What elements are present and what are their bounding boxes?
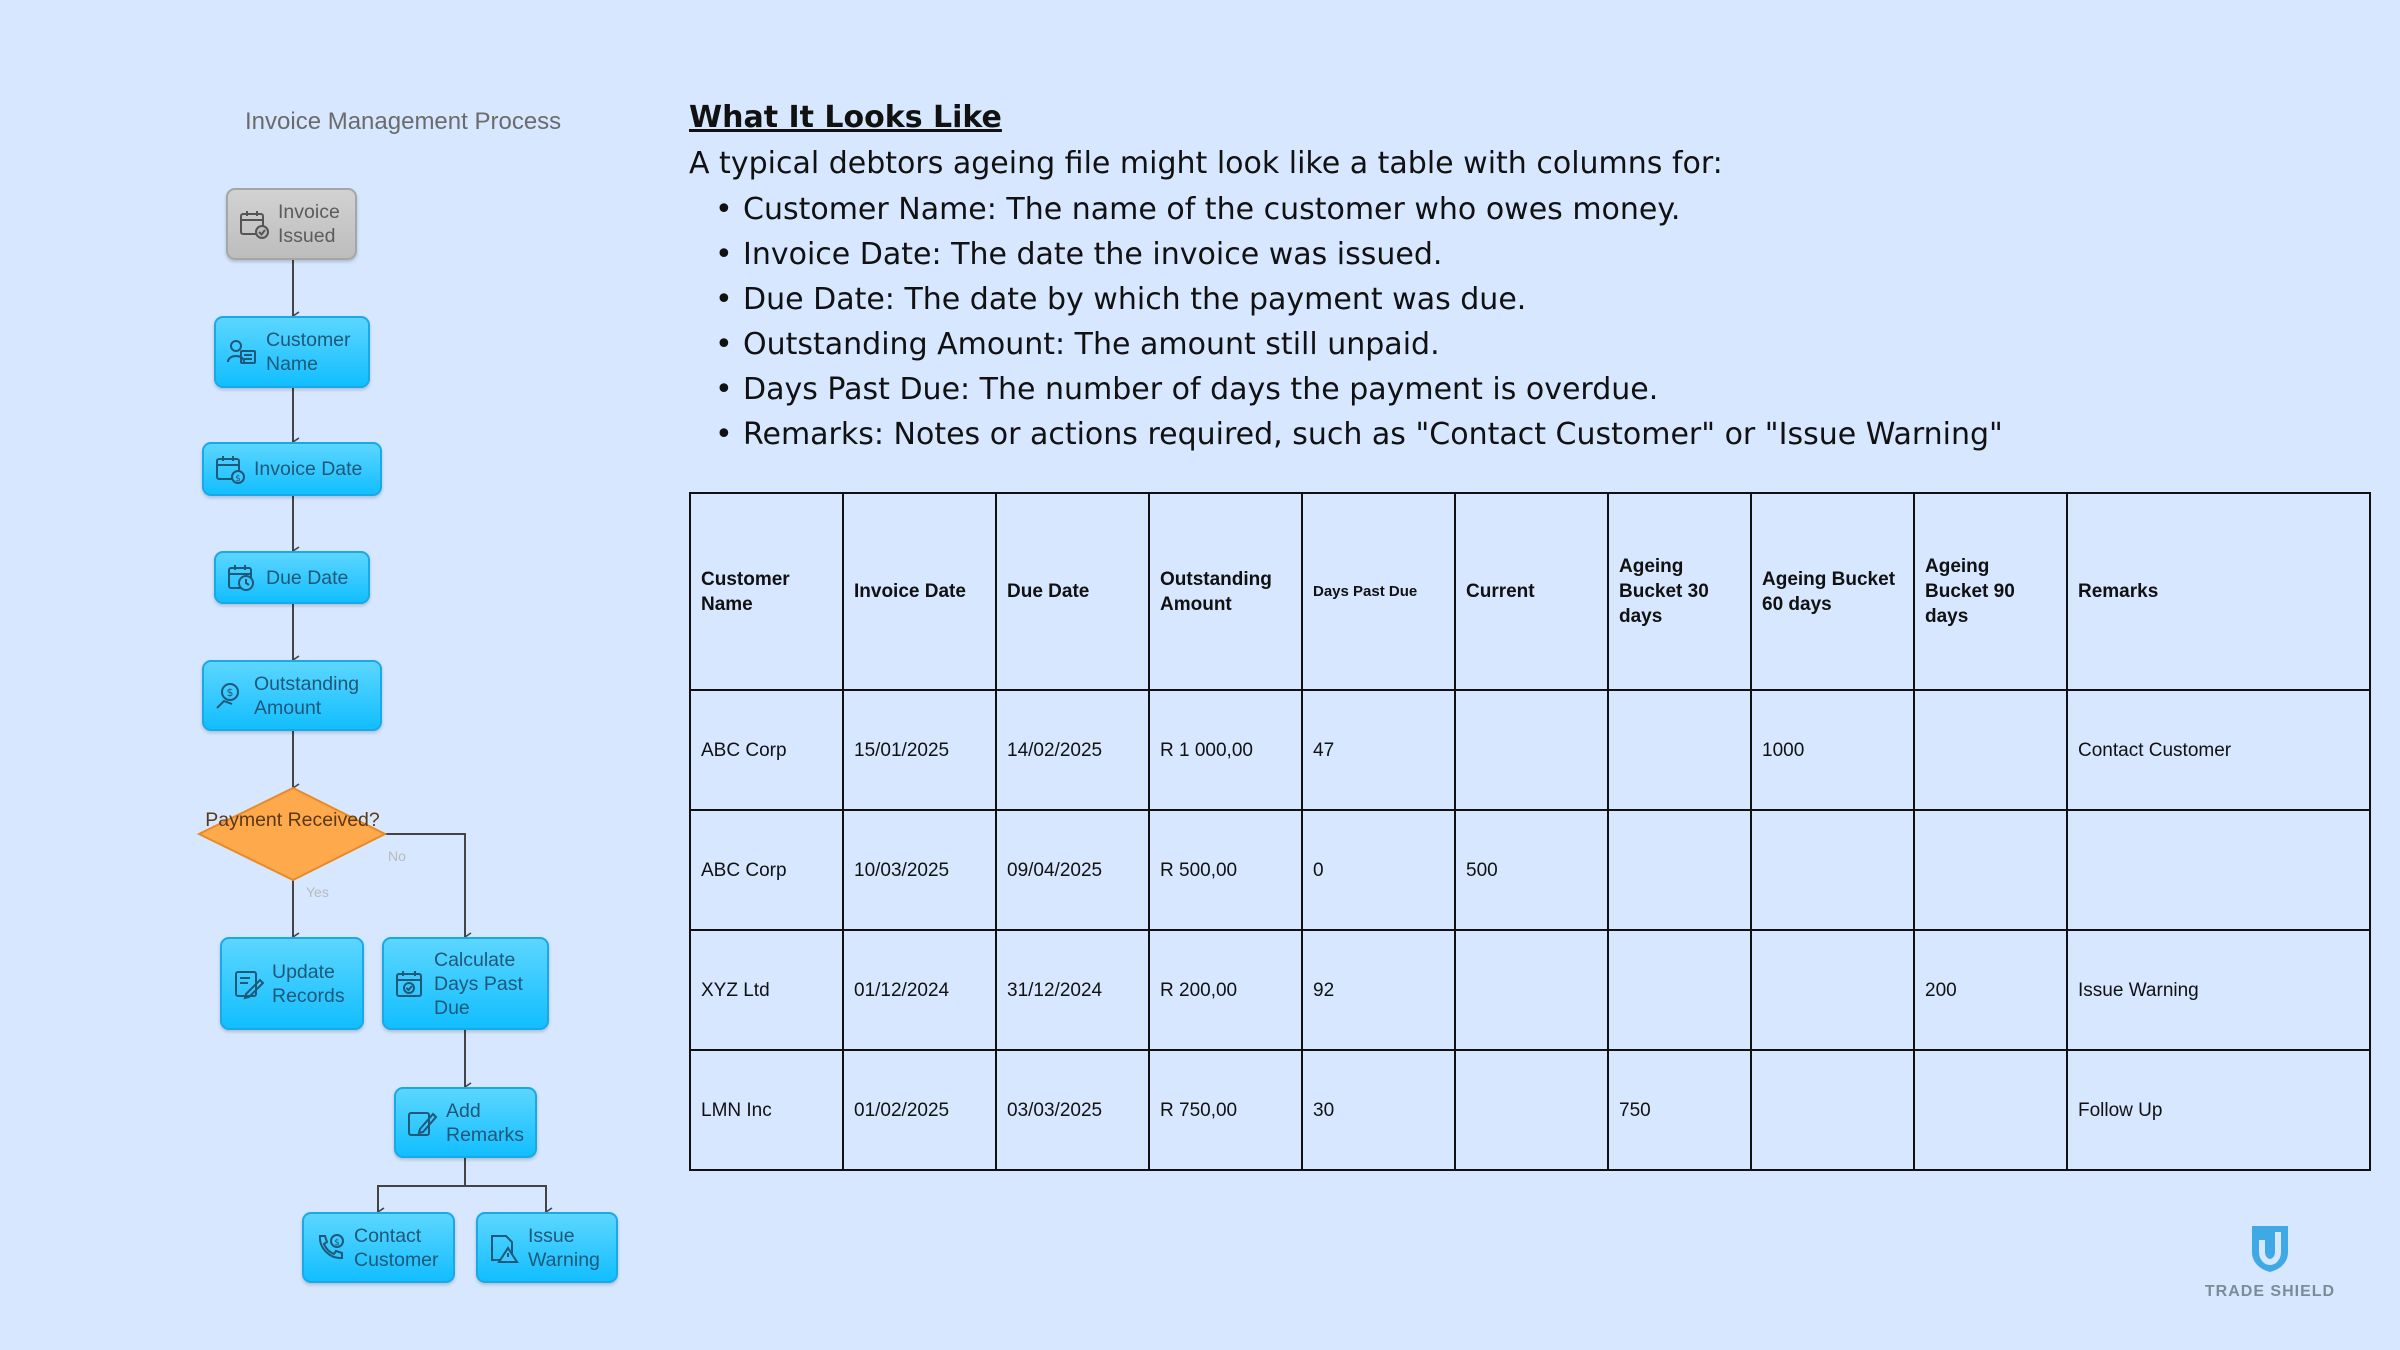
intro-text: A typical debtors ageing file might look like a table with columns for: [689,146,1723,181]
table-row [690,690,2370,810]
table-cell: 0 [1302,810,1455,930]
edge-remarks-to-contact [378,1158,465,1212]
calendar-clock-icon [226,562,258,594]
column-header: Ageing Bucket 90 days [1914,493,2067,690]
list-item: • Outstanding Amount: The amount still unpaid. [715,327,1440,362]
table-cell [1751,930,1914,1050]
table-cell: 47 [1302,690,1455,810]
node-add-remarks[interactable] [394,1087,537,1158]
table-cell: 14/02/2025 [996,690,1149,810]
table-cell: 92 [1302,930,1455,1050]
column-header: Ageing Bucket 60 days [1751,493,1914,690]
list-item: • Customer Name: The name of the customer who owes money. [715,192,1681,227]
table-cell: 30 [1302,1050,1455,1170]
table-cell [1455,930,1608,1050]
table-cell: LMN Inc [690,1050,843,1170]
table-cell: Issue Warning [2067,930,2370,1050]
section-heading: What It Looks Like [689,100,1002,135]
node-label: Add Remarks [446,1099,525,1146]
column-header: Outstanding Amount [1149,493,1302,690]
table-cell: R 500,00 [1149,810,1302,930]
table-cell [1608,810,1751,930]
node-label: Invoice Issued [278,201,340,247]
table-cell: 03/03/2025 [996,1050,1149,1170]
node-label: Customer Name [266,329,351,375]
column-header: Current [1455,493,1608,690]
table-cell: 750 [1608,1050,1751,1170]
edge-label-yes: Yes [306,884,329,900]
column-header: Remarks [2067,493,2370,690]
table-cell: ABC Corp [690,690,843,810]
flowchart-title: Invoice Management Process [245,108,562,135]
table-cell: 10/03/2025 [843,810,996,930]
edge-remarks-to-warning [465,1186,546,1212]
node-label: Due Date [266,566,349,589]
money-hand-icon [214,680,246,712]
decision-label: Payment Received? [205,809,380,831]
table-row [690,930,2370,1050]
column-header: Customer Name [690,493,843,690]
person-card-icon [226,336,258,368]
node-label: Update Records [272,960,345,1007]
table-cell: R 1 000,00 [1149,690,1302,810]
table-cell: 01/02/2025 [843,1050,996,1170]
list-item: • Invoice Date: The date the invoice was issued. [715,237,1443,272]
table-cell: Follow Up [2067,1050,2370,1170]
table-cell: 31/12/2024 [996,930,1149,1050]
table-cell: 200 [1914,930,2067,1050]
debtors-ageing-table [689,492,2371,1171]
table-cell: 500 [1455,810,1608,930]
table-cell: XYZ Ltd [690,930,843,1050]
column-header: Days Past Due [1302,493,1455,690]
phone-icon [314,1232,346,1264]
table-row [690,810,2370,930]
column-header: Due Date [996,493,1149,690]
table-row [690,1050,2370,1170]
table-cell: Contact Customer [2067,690,2370,810]
table-cell: 1000 [1751,690,1914,810]
svg-text:$: $ [226,685,234,699]
shield-logo-icon [2248,1222,2292,1274]
svg-text:$: $ [334,1237,340,1248]
node-label: Issue Warning [528,1224,600,1271]
edge-label-no: No [388,848,406,864]
table-cell [1455,1050,1608,1170]
column-header: Ageing Bucket 30 days [1608,493,1751,690]
list-item: • Days Past Due: The number of days the payment is overdue. [715,372,1659,407]
decision-diamond [199,788,385,880]
table-header-row [690,493,2370,690]
notepad-pencil-icon [406,1107,438,1139]
table-cell: 15/01/2025 [843,690,996,810]
table-cell: R 200,00 [1149,930,1302,1050]
table-cell [1455,690,1608,810]
node-invoice-date[interactable] [202,442,382,496]
table-cell [1914,1050,2067,1170]
node-label: Calculate Days Past Due [434,948,523,1019]
node-issue-warning[interactable] [476,1212,618,1283]
table-cell: ABC Corp [690,810,843,930]
node-label: Outstanding Amount [254,672,360,719]
trade-shield-logo [2200,1222,2340,1301]
table-cell [1914,690,2067,810]
calendar-calc-icon [394,968,426,1000]
list-item: • Due Date: The date by which the payment was due. [715,282,1527,317]
warning-document-icon [488,1232,520,1264]
node-outstanding-amount[interactable] [202,660,382,731]
calendar-check-icon [238,208,270,240]
logo-text: TRADE SHIELD [2204,1283,2336,1300]
table-cell [1914,810,2067,930]
svg-text:$: $ [235,474,241,484]
bullet-list [715,190,2003,460]
edit-document-icon [232,968,264,1000]
node-label: Contact Customer [354,1224,439,1271]
node-customer-name[interactable] [214,316,370,388]
node-contact-customer[interactable] [302,1212,455,1283]
node-calculate-days[interactable] [382,937,549,1030]
column-header: Invoice Date [843,493,996,690]
node-label: Invoice Date [254,458,363,480]
node-invoice-issued[interactable] [226,188,357,260]
table-cell: 01/12/2024 [843,930,996,1050]
table-cell [2067,810,2370,930]
list-item: • Remarks: Notes or actions required, such as "Contact Customer" or "Issue Warning" [715,417,2003,452]
table-cell [1751,1050,1914,1170]
table-cell [1751,810,1914,930]
node-due-date[interactable] [214,551,370,604]
table-cell: R 750,00 [1149,1050,1302,1170]
table-cell [1608,930,1751,1050]
table-cell [1608,690,1751,810]
node-update-records[interactable] [220,937,364,1030]
table-cell: 09/04/2025 [996,810,1149,930]
calendar-dollar-icon [214,453,246,485]
